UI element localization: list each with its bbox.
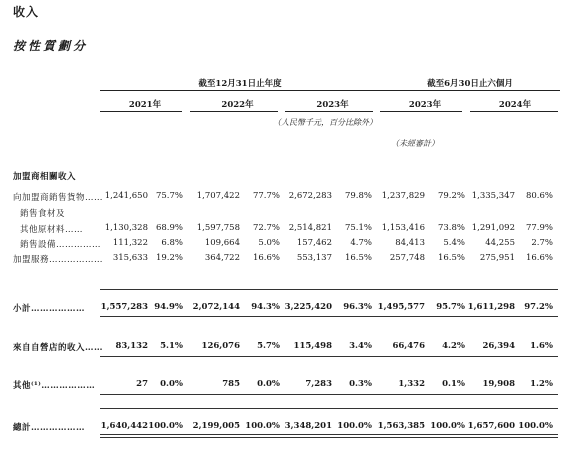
unaudited-note: （未經審計） — [391, 139, 439, 148]
percent-cell: 96.3% — [343, 302, 372, 312]
percent-cell: 94.3% — [251, 302, 280, 312]
amount-cell: 1,597,758 — [196, 223, 240, 233]
percent-cell: 5.7% — [257, 341, 280, 351]
percent-cell: 2.7% — [531, 238, 553, 248]
percent-cell: 16.5% — [344, 253, 372, 263]
row-label: 加盟服務……………… — [13, 255, 104, 265]
percent-cell: 72.7% — [252, 223, 280, 233]
section-title: 收入 — [13, 5, 40, 19]
amount-cell: 1,153,416 — [381, 223, 425, 233]
percent-cell: 5.4% — [443, 238, 465, 248]
year-header: 2024年 — [498, 100, 532, 110]
row-label: 銷售設備…………… — [20, 240, 102, 250]
percent-cell: 4.7% — [350, 238, 372, 248]
amount-cell: 115,498 — [293, 341, 332, 351]
amount-cell: 126,076 — [201, 341, 240, 351]
amount-cell: 275,951 — [479, 253, 515, 263]
amount-cell: 1,707,422 — [196, 191, 240, 201]
percent-cell: 0.1% — [442, 379, 465, 389]
amount-cell: 1,611,298 — [467, 302, 515, 312]
percent-cell: 16.6% — [252, 253, 280, 263]
percent-cell: 95.7% — [436, 302, 465, 312]
amount-cell: 1,557,283 — [100, 302, 148, 312]
amount-cell: 2,199,005 — [192, 421, 240, 431]
amount-cell: 26,394 — [482, 341, 515, 351]
percent-cell: 100.0% — [148, 421, 183, 431]
amount-cell: 553,137 — [296, 253, 332, 263]
percent-cell: 5.1% — [160, 341, 183, 351]
amount-cell: 1,495,577 — [377, 302, 425, 312]
header-half-year: 截至6月30日止六個月 — [427, 79, 513, 89]
year-header: 2023年 — [408, 100, 442, 110]
percent-cell: 75.1% — [344, 223, 372, 233]
amount-cell: 111,322 — [112, 238, 148, 248]
header-full-year: 截至12月31日止年度 — [198, 79, 282, 89]
section-subtitle: 按性質劃分 — [13, 39, 89, 53]
percent-cell: 100.0% — [518, 421, 553, 431]
amount-cell: 157,462 — [296, 238, 332, 248]
amount-cell: 109,664 — [204, 238, 240, 248]
percent-cell: 1.2% — [530, 379, 553, 389]
amount-cell: 785 — [222, 379, 240, 389]
amount-cell: 44,255 — [485, 238, 515, 248]
percent-cell: 0.0% — [160, 379, 183, 389]
header-full-year-rule — [100, 90, 380, 91]
amount-cell: 1,657,600 — [467, 421, 515, 431]
amount-cell: 315,633 — [112, 253, 148, 263]
percent-cell: 75.7% — [155, 191, 183, 201]
row-label: 小計……………… — [13, 304, 86, 314]
percent-cell: 4.2% — [442, 341, 465, 351]
percent-cell: 80.6% — [525, 191, 553, 201]
percent-cell: 79.2% — [437, 191, 465, 201]
percent-cell: 100.0% — [430, 421, 465, 431]
unit-note: （人民幣千元，百分比除外） — [273, 118, 377, 127]
amount-cell: 83,132 — [115, 341, 148, 351]
row-label: 銷售食材及 — [20, 209, 66, 219]
amount-cell: 66,476 — [392, 341, 425, 351]
amount-cell: 364,722 — [204, 253, 240, 263]
percent-cell: 19.2% — [155, 253, 183, 263]
year-header: 2021年 — [128, 100, 162, 110]
amount-cell: 1,332 — [398, 379, 425, 389]
percent-cell: 77.7% — [252, 191, 280, 201]
percent-cell: 5.0% — [258, 238, 280, 248]
percent-cell: 97.2% — [524, 302, 553, 312]
amount-cell: 19,908 — [482, 379, 515, 389]
amount-cell: 2,514,821 — [288, 223, 332, 233]
amount-cell: 7,283 — [305, 379, 332, 389]
amount-cell: 257,748 — [389, 253, 425, 263]
percent-cell: 68.9% — [155, 223, 183, 233]
percent-cell: 16.6% — [525, 253, 553, 263]
percent-cell: 73.8% — [437, 223, 465, 233]
percent-cell: 1.6% — [530, 341, 553, 351]
percent-cell: 79.8% — [344, 191, 372, 201]
row-label: 向加盟商銷售貨物…… — [13, 193, 104, 203]
amount-cell: 1,640,442 — [100, 421, 148, 431]
row-label: 加盟商相關收入 — [13, 172, 77, 182]
percent-cell: 100.0% — [245, 421, 280, 431]
amount-cell: 1,241,650 — [104, 191, 148, 201]
percent-cell: 0.0% — [257, 379, 280, 389]
row-label: 來自自營店的收入…… — [13, 343, 104, 353]
percent-cell: 16.5% — [437, 253, 465, 263]
percent-cell: 77.9% — [525, 223, 553, 233]
row-label: 總計……………… — [13, 423, 86, 433]
percent-cell: 0.3% — [349, 379, 372, 389]
amount-cell: 1,335,347 — [471, 191, 515, 201]
amount-cell: 1,130,328 — [104, 223, 148, 233]
amount-cell: 1,291,092 — [471, 223, 515, 233]
header-half-year-rule — [380, 90, 560, 91]
percent-cell: 94.9% — [154, 302, 183, 312]
year-header: 2023年 — [316, 100, 349, 110]
percent-cell: 3.4% — [349, 341, 372, 351]
amount-cell: 84,413 — [395, 238, 425, 248]
amount-cell: 27 — [136, 379, 148, 389]
row-label: 其他原材料…… — [20, 225, 84, 235]
year-header: 2022年 — [221, 100, 254, 110]
percent-cell: 100.0% — [337, 421, 372, 431]
row-label: 其他⁽¹⁾……………… — [13, 381, 96, 391]
amount-cell: 2,072,144 — [192, 302, 240, 312]
amount-cell: 1,563,385 — [377, 421, 425, 431]
amount-cell: 2,672,283 — [288, 191, 332, 201]
percent-cell: 6.8% — [161, 238, 183, 248]
amount-cell: 1,237,829 — [381, 191, 425, 201]
amount-cell: 3,348,201 — [284, 421, 332, 431]
amount-cell: 3,225,420 — [284, 302, 332, 312]
